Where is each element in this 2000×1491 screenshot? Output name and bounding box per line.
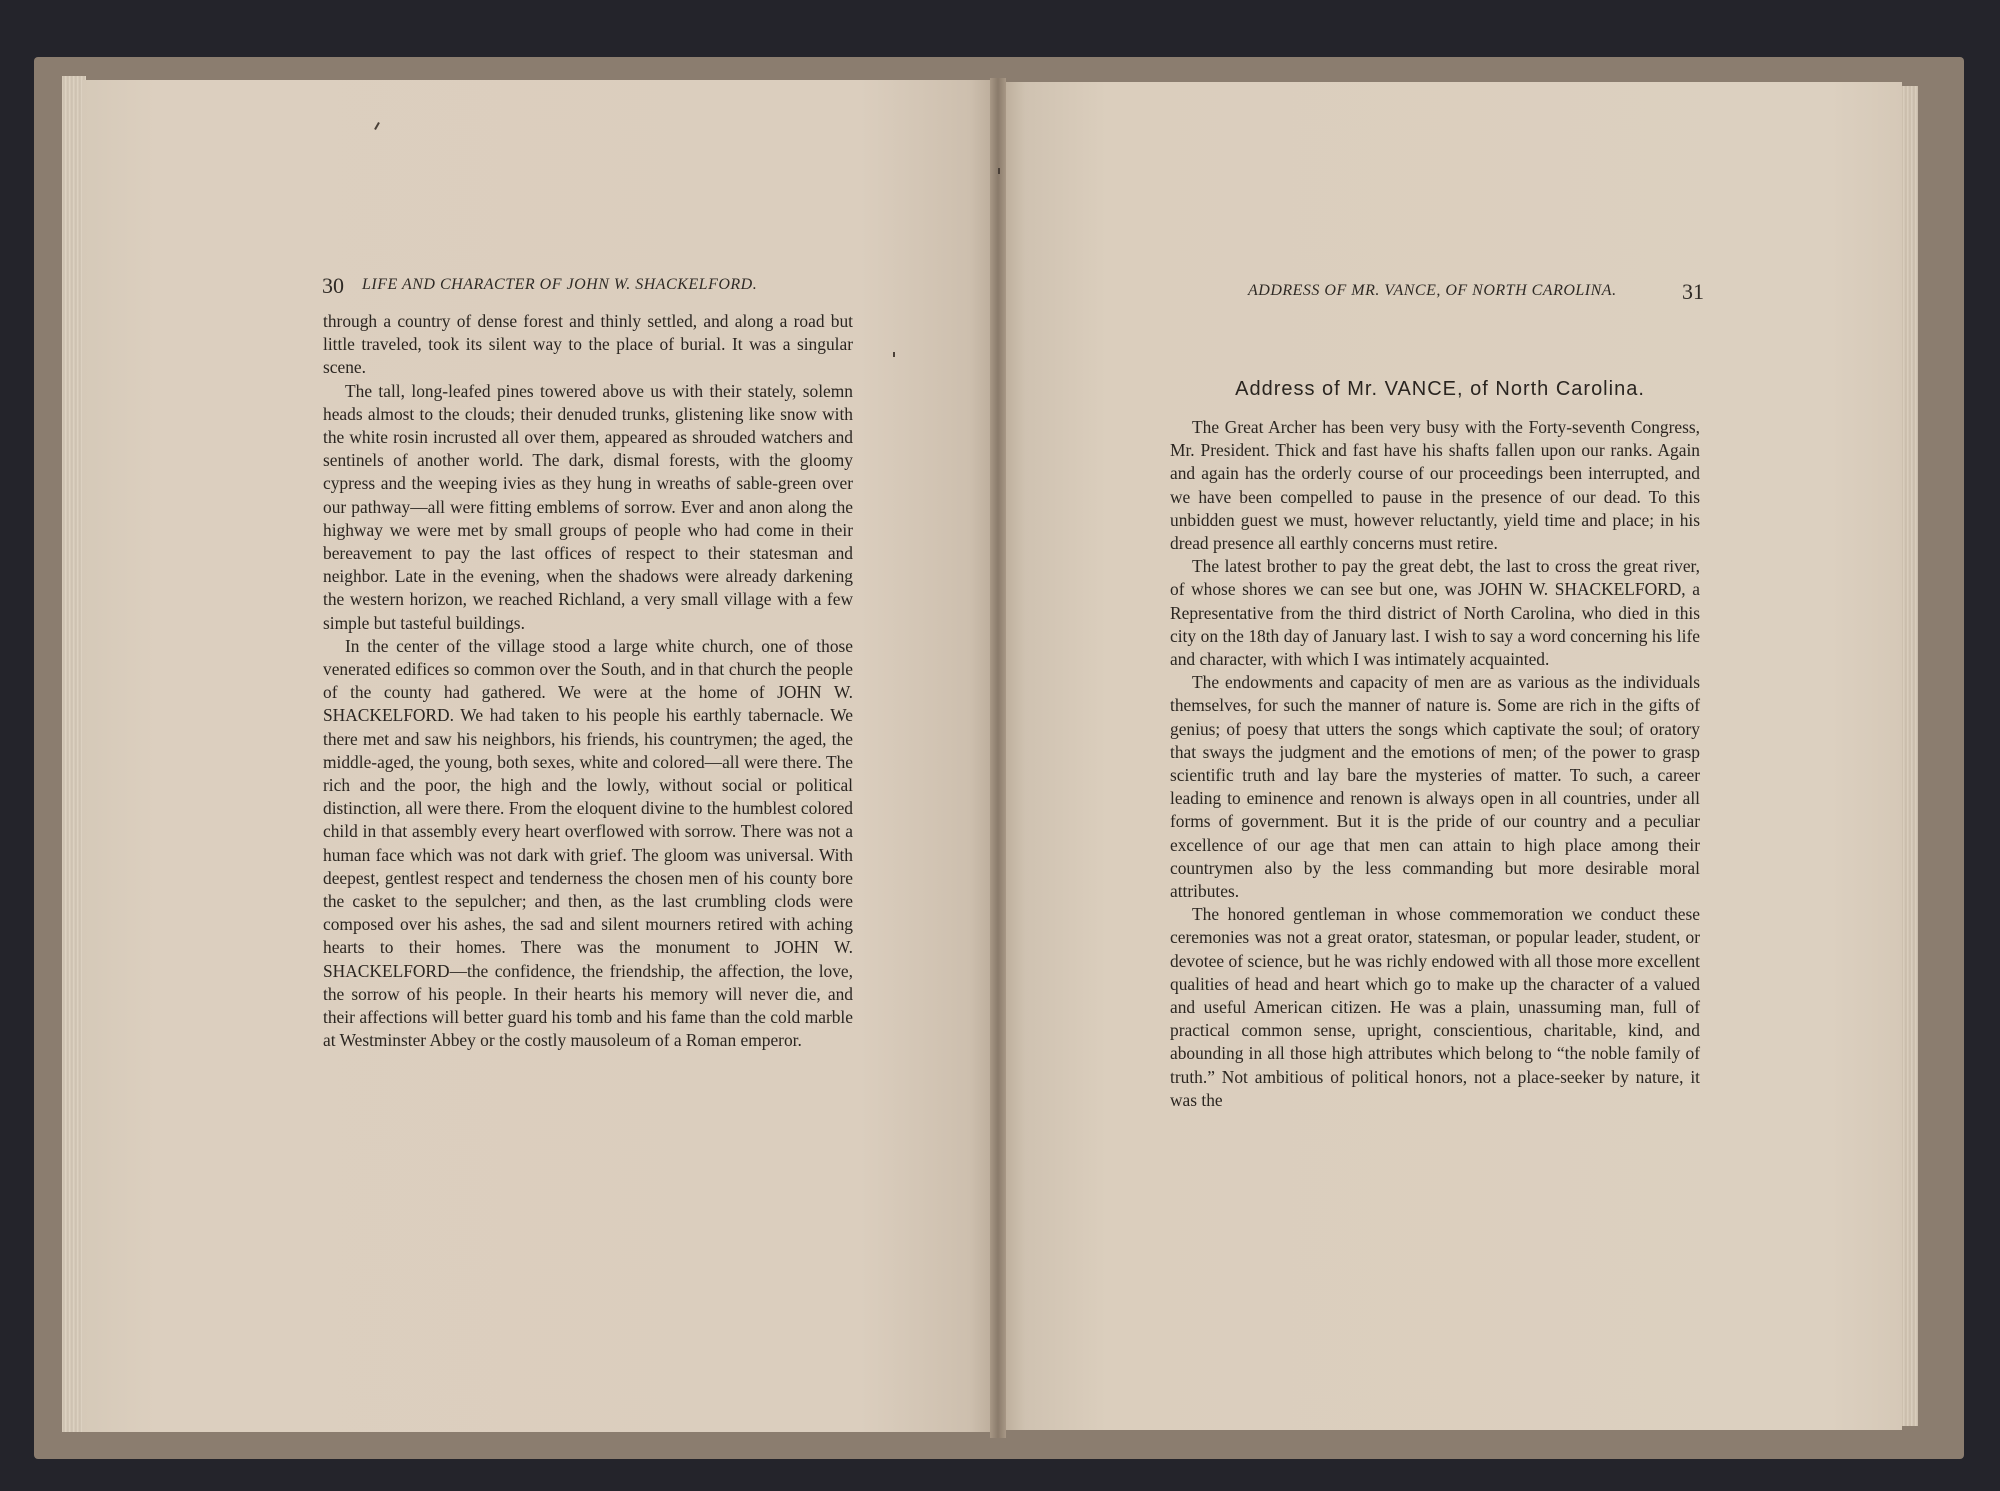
address-title: Address of Mr. VANCE, of North Carolina. [1235,378,1645,400]
left-paragraph-1: through a country of dense forest and thinly settled, and along a road but little traveled, took its silent way to the place of burial. It was a singular scene. [323,311,853,378]
right-page-edges [1900,86,1918,1426]
right-page-body [1170,416,1700,1112]
paper-speck [893,352,895,357]
book-gutter [990,78,1006,1438]
right-paragraph-2: The latest brother to pay the great debt, the last to cross the great river, of whose shores we can see but one, was JOHN W. SHACKELFORD, a Representative from the third district of North Carolina, who died in this city on the 18th day of January last. I wish to say a word concerning his life and character, with which I was intimately acquainted. [1170,556,1700,670]
right-running-head: ADDRESS OF MR. VANCE, OF NORTH CAROLINA. [1248,282,1617,299]
left-paragraph-3: In the center of the village stood a large white church, one of those venerated edifices so common over the South, and in that church the people of the county had gathered. We were at the home of JOHN W. SHACKELFORD. We had taken to his people his earthly tabernacle. We there met and saw his neighbors, his friends, his countrymen; the aged, the middle-aged, the young, both sexes, white and colored—all were there. The rich and the poor, the high and the lowly, without social or political distinction, all were there. From the eloquent divine to the humblest colored child in that assembly every heart overflowed with sorrow. There was not a human face which was not dark with grief. The gloom was universal. With deepest, gentlest respect and tenderness the chosen men of his county bore the casket to the sepulcher; and then, as the last crumbling clods were composed over his ashes, the sad and silent mourners retired with aching hearts to their homes. There was the monument to JOHN W. SHACKELFORD—the confidence, the friendship, the affection, the love, the sorrow of his people. In their hearts his memory will never die, and their affections will better guard his tomb and his fame than the cold marble at Westminster Abbey or the costly mausoleum of a Roman emperor. [323,635,853,1051]
right-paragraph-1: The Great Archer has been very busy with the Forty-seventh Congress, Mr. President. Thick and fast have his shafts fallen upon our ranks. Again and again has the orderly course of our proceedings been interrupted, and we have been compelled to pause in the presence of our dead. To this unbidden guest we must, however reluctantly, yield time and place; in his dread presence all earthly concerns must retire. [1170,417,1700,554]
paper-speck [998,168,1000,174]
right-paragraph-4: The honored gentleman in whose commemoration we conduct these ceremonies was not a great orator, statesman, or popular leader, student, or devotee of science, but he was richly endowed with all those more excellent qualities of head and heart which go to make up the character of a valued and useful American citizen. He was a plain, unassuming man, full of practical common sense, upright, conscientious, charitable, kind, and abounding in all those high attributes which belong to “the noble family of truth.” Not ambitious of political honors, not a place-seeker by nature, it was the [1170,904,1700,1110]
right-page-number: 31 [1682,279,1704,304]
left-running-head: LIFE AND CHARACTER OF JOHN W. SHACKELFORD. [362,276,758,293]
right-paragraph-3: The endowments and capacity of men are as various as the individuals themselves, for such the manner of nature is. Some are rich in the gifts of genius; of poesy that utters the songs which captivate the soul; of oratory that sways the judgment and the emotions of men; of the power to grasp scientific truth and lay bare the mysteries of matter. To such, a career leading to eminence and renown is always open in all countries, under all forms of government. But it is the pride of our country and a peculiar excellence of our age that men can attain to high place among their countrymen also by the less commanding but more desirable moral attributes. [1170,672,1700,902]
left-page-number: 30 [322,273,344,298]
left-page-body [323,310,853,1053]
left-paragraph-2: The tall, long-leafed pines towered above us with their stately, solemn heads almost to the clouds; their denuded trunks, glistening like snow with the white rosin incrusted all over them, appeared as shrouded watchers and sentinels of another world. The dark, dismal forests, with the gloomy cypress and the weeping ivies as they hung in wreaths of sable-green over our pathway—all were fitting emblems of sorrow. Ever and anon along the highway we were met by small groups of people who had come in their bereavement to pay the last offices of respect to their statesman and neighbor. Late in the evening, when the shadows were already darkening the western horizon, we reached Richland, a very small village with a few simple but tasteful buildings. [323,380,853,633]
